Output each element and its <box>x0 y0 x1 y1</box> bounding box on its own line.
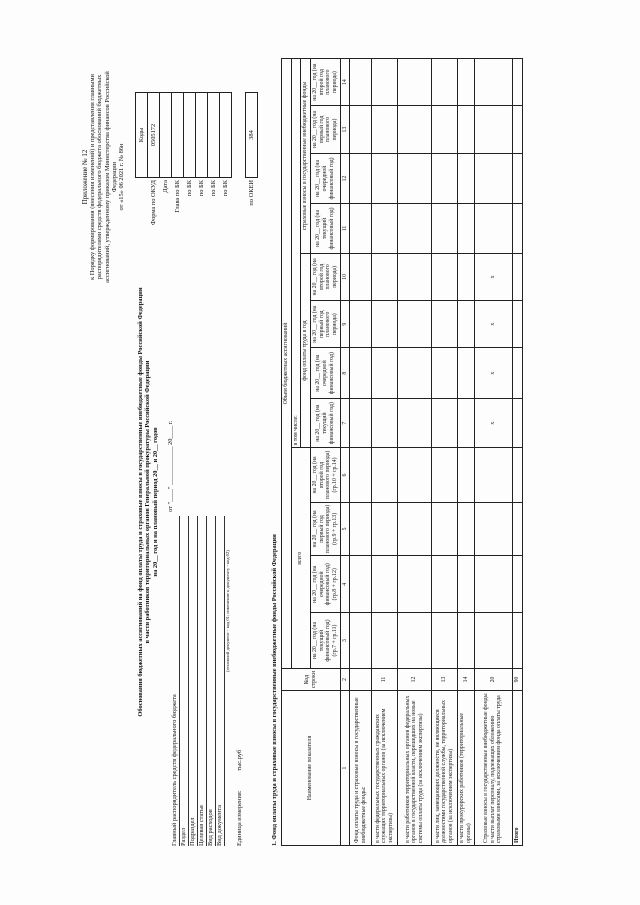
h-next-ins: на 20__ год (на очередной финансовый год) <box>310 153 340 203</box>
row-name: в части работников территориальных органов федеральных органов в государственной власти, перешедших на новые системы оплаты труда (за исключением экспертизы) <box>398 691 432 846</box>
value-cell[interactable] <box>350 106 372 153</box>
value-cell[interactable] <box>350 398 372 448</box>
row-code: 20 <box>474 669 512 691</box>
unit-label: Единица измерения: <box>236 790 244 846</box>
po-bk-label-1: по БК <box>185 180 193 197</box>
po-bk-label-3: по БК <box>209 180 217 197</box>
po-bk-code-2 <box>196 93 208 178</box>
value-cell[interactable] <box>512 556 522 613</box>
row-code: 13 <box>432 669 458 691</box>
section-title: 1. Фонд оплаты труда и страховые взносы в государственные внебюджетные фонды Российской Федерации <box>271 534 278 846</box>
value-cell[interactable] <box>512 448 522 502</box>
value-cell[interactable] <box>350 300 372 347</box>
table-row <box>458 59 474 846</box>
col-num: 14 <box>340 59 350 106</box>
value-cell[interactable] <box>432 253 458 300</box>
row-code <box>350 669 372 691</box>
doc-title <box>137 222 159 782</box>
field-section: Раздел <box>180 516 189 846</box>
value-cell[interactable] <box>398 556 432 613</box>
value-cell[interactable] <box>458 613 474 669</box>
col-code-header: Код строки <box>282 669 341 691</box>
table-row <box>512 59 522 846</box>
h-p2-total: на 20__ год (на второй год планового периода) (гр.10 + гр.14) <box>310 448 340 502</box>
col-num: 5 <box>340 502 350 556</box>
unit-value: тыс.руб <box>236 749 244 771</box>
col-num: 8 <box>340 348 350 398</box>
field-subsection: Подраздел <box>189 516 198 846</box>
field-target-article: Целевая статья <box>198 516 207 846</box>
doc-title-line-3: на 20__ год и на плановый период 20__ и 20__ годов <box>151 427 159 577</box>
po-bk-code-4 <box>220 93 232 178</box>
table-row <box>432 59 458 846</box>
value-cell[interactable] <box>512 59 522 106</box>
h-next-total: на 20__ год (на очередной финансовый год) (гр.8 + гр.12) <box>310 556 340 613</box>
value-cell[interactable] <box>398 204 432 254</box>
value-cell[interactable] <box>458 253 474 300</box>
okei-code: 384 <box>246 93 258 178</box>
value-cell[interactable] <box>474 502 512 556</box>
col-num: 10 <box>340 253 350 300</box>
table-body <box>350 59 522 846</box>
payroll-header: фонд оплаты труда в год <box>301 253 311 448</box>
value-cell[interactable] <box>512 348 522 398</box>
value-cell[interactable] <box>512 300 522 347</box>
col-num: 3 <box>340 613 350 669</box>
value-cell[interactable]: x <box>474 398 512 448</box>
value-cell[interactable] <box>398 448 432 502</box>
value-cell[interactable] <box>432 348 458 398</box>
codes-table <box>135 92 258 252</box>
h-p2-ins: на 20__ год (на второй год планового периода) <box>310 59 340 106</box>
date-code <box>160 93 172 178</box>
value-cell[interactable] <box>458 204 474 254</box>
volume-header: Объем бюджетных ассигнований <box>282 59 292 669</box>
main-table <box>281 58 523 846</box>
value-cell[interactable] <box>432 613 458 669</box>
value-cell[interactable]: x <box>474 253 512 300</box>
col-num: 6 <box>340 448 350 502</box>
value-cell[interactable] <box>458 398 474 448</box>
value-cell[interactable] <box>432 204 458 254</box>
h-p1-ins: на 20__ год (на первый год планового периода) <box>310 106 340 153</box>
col-num: 11 <box>340 204 350 254</box>
value-cell[interactable] <box>350 253 372 300</box>
row-code: 12 <box>398 669 432 691</box>
col-num: 12 <box>340 153 350 203</box>
value-cell[interactable] <box>458 348 474 398</box>
value-cell[interactable] <box>350 448 372 502</box>
rotated-form-sheet <box>75 52 535 852</box>
value-cell[interactable]: x <box>474 300 512 347</box>
row-name: в части федеральных государственных гражданских служащих территориальных органов (за исключением экспертизы) <box>372 691 398 846</box>
value-cell[interactable] <box>474 556 512 613</box>
value-cell[interactable] <box>372 556 398 613</box>
value-cell[interactable] <box>398 502 432 556</box>
header-fields <box>171 516 244 846</box>
value-cell[interactable] <box>512 153 522 203</box>
value-cell[interactable] <box>432 153 458 203</box>
value-cell[interactable] <box>512 106 522 153</box>
value-cell[interactable] <box>512 204 522 254</box>
value-cell[interactable] <box>372 153 398 203</box>
row-name: в части лиц, замещающих должности, не являющиеся должностями государственной службы, территориальных органов (за исключением экспертизы) <box>432 691 458 846</box>
value-cell[interactable] <box>458 153 474 203</box>
date-label: Дата <box>161 180 169 193</box>
doc-title-line-1: Обоснования бюджетных ассигнований на фонд оплаты труда и страховые взносы в государственные внебюджетные фонды Российской Федерации <box>137 287 144 717</box>
codes-header: Коды <box>136 93 148 178</box>
po-bk-label-2: по БК <box>197 180 205 197</box>
doc-type-note: (основной документ - код 01; изменение к документу - код 02) <box>225 550 230 672</box>
date-field: от "____" ____________ 20____ г. <box>167 420 174 512</box>
value-cell[interactable] <box>372 204 398 254</box>
table-row <box>398 59 432 846</box>
value-cell[interactable] <box>432 106 458 153</box>
field-expense-type: Вид расходов <box>207 516 216 846</box>
value-cell[interactable] <box>350 59 372 106</box>
value-cell[interactable] <box>458 300 474 347</box>
h-next-payroll: на 20__ год (на очередной финансовый год) <box>310 348 340 398</box>
value-cell[interactable]: x <box>474 348 512 398</box>
row-name: Фонд оплаты труда и страховые взносы в государственные внебюджетные фонды: <box>350 691 372 846</box>
value-cell[interactable] <box>398 300 432 347</box>
value-cell[interactable] <box>432 398 458 448</box>
codes-block <box>135 92 258 252</box>
value-cell[interactable] <box>474 448 512 502</box>
value-cell[interactable] <box>432 448 458 502</box>
field-doc-type: Вид документа <box>216 516 225 846</box>
value-cell[interactable] <box>372 398 398 448</box>
value-cell[interactable] <box>458 556 474 613</box>
col-name-header: Наименование показателя <box>282 691 341 846</box>
value-cell[interactable] <box>372 59 398 106</box>
table-row <box>372 59 398 846</box>
value-cell[interactable] <box>474 613 512 669</box>
col-num: 9 <box>340 300 350 347</box>
table-row <box>350 59 372 846</box>
value-cell[interactable] <box>372 613 398 669</box>
value-cell[interactable] <box>458 59 474 106</box>
value-cell[interactable] <box>350 556 372 613</box>
value-cell[interactable] <box>398 348 432 398</box>
h-cur-ins: на 20__ год (на текущий финансовый год) <box>310 204 340 254</box>
po-bk-label-4: по БК <box>221 180 229 197</box>
including-header: в том числе: <box>291 59 301 448</box>
doc-title-line-2: в части работников территориальных органов Генеральной прокуратуры Российской Федерации <box>144 360 152 644</box>
value-cell[interactable] <box>350 348 372 398</box>
value-cell[interactable] <box>350 204 372 254</box>
value-cell[interactable] <box>372 253 398 300</box>
appendix-title: Приложение № 12 <box>81 149 89 205</box>
value-cell[interactable] <box>398 106 432 153</box>
value-cell[interactable] <box>432 59 458 106</box>
value-cell[interactable] <box>432 556 458 613</box>
col-number-row <box>340 59 350 846</box>
value-cell[interactable] <box>474 204 512 254</box>
value-cell[interactable] <box>350 613 372 669</box>
appendix-text: к Порядку формирования (внесения изменений) и представления главными распорядителями средств федерального бюджета обоснований бюджетных ассигнований, утвержденному приказом Министерства финансов Российской Федерации <box>89 71 119 283</box>
value-cell[interactable] <box>372 106 398 153</box>
po-bk-code-1 <box>184 93 196 178</box>
h-cur-payroll: на 20__ год (на текущий финансовый год) <box>310 398 340 448</box>
h-cur-total: на 20__ год (на текущий финансовый год) (гр.7 + гр.11) <box>310 613 340 669</box>
col-num: 2 <box>340 669 350 691</box>
col-num: 7 <box>340 398 350 448</box>
value-cell[interactable] <box>398 398 432 448</box>
value-cell[interactable] <box>350 153 372 203</box>
value-cell[interactable] <box>512 613 522 669</box>
row-name: Страховые взносы в государственные внебюджетные фонды в части выплат персоналу, подлежащих обложению страховыми взносами, за исключением фонда оплаты труда <box>474 691 512 846</box>
row-code: 90 <box>512 669 522 691</box>
value-cell[interactable] <box>372 448 398 502</box>
value-cell[interactable] <box>458 106 474 153</box>
h-p1-payroll: на 20__ год (на первый год планового периода) <box>310 300 340 347</box>
col-num: 1 <box>340 691 350 846</box>
value-cell[interactable] <box>398 59 432 106</box>
value-cell[interactable] <box>474 106 512 153</box>
value-cell[interactable] <box>512 398 522 448</box>
h-p2-payroll: на 20__ год (на второй год планового периода) <box>310 253 340 300</box>
appendix-block <box>81 62 126 292</box>
glava-code <box>172 93 184 178</box>
row-code: 14 <box>458 669 474 691</box>
insurance-header: страховые взносы в государственные внебюджетные фонды <box>301 59 311 254</box>
value-cell[interactable] <box>474 59 512 106</box>
value-cell[interactable] <box>512 253 522 300</box>
value-cell[interactable] <box>458 502 474 556</box>
value-cell[interactable] <box>372 348 398 398</box>
value-cell[interactable] <box>398 253 432 300</box>
okei-label: по ОКЕИ <box>247 180 255 206</box>
value-cell[interactable] <box>512 502 522 556</box>
value-cell[interactable] <box>372 502 398 556</box>
table-row <box>474 59 512 846</box>
okud-label: Форма по ОКУД <box>149 180 157 225</box>
col-num: 13 <box>340 106 350 153</box>
total-header: всего <box>291 448 310 669</box>
value-cell[interactable] <box>432 300 458 347</box>
row-name: Итого <box>512 691 522 846</box>
value-cell[interactable] <box>398 153 432 203</box>
col-num: 4 <box>340 556 350 613</box>
value-cell[interactable] <box>398 613 432 669</box>
row-code: 11 <box>372 669 398 691</box>
value-cell[interactable] <box>474 153 512 203</box>
value-cell[interactable] <box>372 300 398 347</box>
value-cell[interactable] <box>458 448 474 502</box>
h-p1-total: на 20__ год (на первый год планового периода) (гр.9 + гр.13) <box>310 502 340 556</box>
po-bk-code-3 <box>208 93 220 178</box>
value-cell[interactable] <box>350 502 372 556</box>
appendix-date: от «15» 06 2021 г. № 86н <box>118 143 126 211</box>
field-main-manager: Главный распорядитель средств федерального бюджета <box>171 516 180 846</box>
value-cell[interactable] <box>432 502 458 556</box>
unit-line <box>236 516 243 846</box>
glava-label: Глава по БК <box>173 180 181 213</box>
row-name: в части прокурорских работников (территориальные органы) <box>458 691 474 846</box>
okud-code: 0505172 <box>148 93 160 178</box>
